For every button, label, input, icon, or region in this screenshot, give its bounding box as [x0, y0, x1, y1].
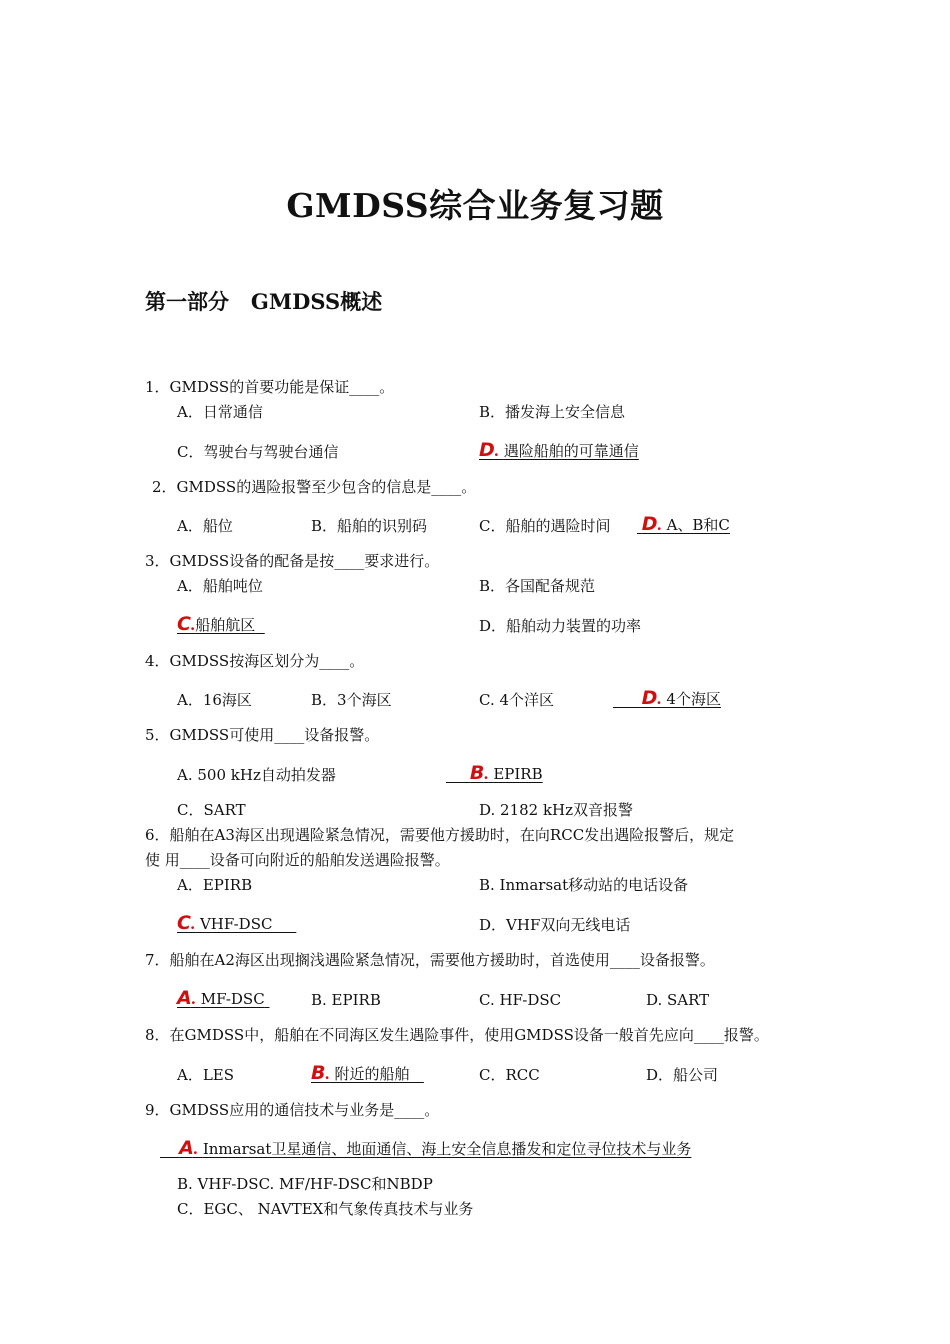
correct-option: A. MF-DSC	[177, 987, 265, 1009]
question-stem: 2．GMDSS的遇险报警至少包含的信息是____。	[152, 478, 477, 496]
option-d: D．船公司	[646, 1066, 719, 1084]
option-c: C. HF-DSC	[479, 991, 562, 1009]
option-c: C．船舶的遇险时间	[479, 517, 611, 535]
option-b: B．3个海区	[311, 691, 392, 709]
option-text: EPIRB	[493, 765, 543, 783]
correct-option: D. 4个海区	[641, 687, 721, 709]
option-d: D. 2182 kHz双音报警	[479, 801, 634, 819]
document-title: GMDSS综合业务复习题	[286, 186, 664, 225]
option-c: C．SART	[177, 801, 246, 819]
question-stem: 6．船舶在A3海区出现遇险紧急情况，需要他方援助时，在向RCC发出遇险报警后，规定	[145, 826, 735, 844]
option-b: B．播发海上安全信息	[479, 403, 626, 421]
section-heading: 第一部分 GMDSS概述	[145, 289, 383, 314]
correct-option: B. EPIRB	[469, 762, 543, 784]
option-text: Inmarsat卫星通信、地面通信、海上安全信息播发和定位寻位技术与业务	[202, 1140, 692, 1158]
option-a: A．16海区	[177, 691, 252, 709]
option-a: A．日常通信	[177, 403, 263, 421]
option-a: A．EPIRB	[177, 876, 253, 894]
correct-option: D. A、B和C	[641, 513, 730, 535]
option-a: A. 500 kHz自动拍发器	[177, 766, 336, 784]
answer-mark: B	[311, 1062, 325, 1084]
answer-mark: C	[177, 613, 190, 635]
option-c: C．驾驶台与驾驶台通信	[177, 443, 339, 461]
correct-option: C. VHF-DSC	[177, 912, 273, 934]
option-text: 附近的船舶	[334, 1065, 410, 1083]
answer-mark: B	[469, 762, 484, 784]
question-stem-continued: 使 用____设备可向附近的船舶发送遇险报警。	[145, 851, 450, 869]
option-a: A．船舶吨位	[177, 577, 263, 595]
question-stem: 7．船舶在A2海区出现搁浅遇险紧急情况，需要他方援助时，首选使用____设备报警。	[145, 951, 715, 969]
option-text: A、B和C	[666, 516, 730, 534]
answer-mark: A	[179, 1137, 193, 1159]
option-c: C．EGC、 NAVTEX和气象传真技术与业务	[177, 1200, 474, 1218]
option-text: VHF-DSC	[199, 915, 273, 933]
option-a: A．LES	[177, 1066, 235, 1084]
question-stem: 4．GMDSS按海区划分为____。	[145, 652, 365, 670]
option-b: B. EPIRB	[311, 991, 381, 1009]
option-a: A．船位	[177, 517, 233, 535]
answer-mark: D	[641, 513, 657, 535]
option-b: B．船舶的识别码	[311, 517, 428, 535]
question-stem: 1．GMDSS的首要功能是保证____。	[145, 378, 395, 396]
correct-option: C.船舶航区	[177, 613, 256, 635]
option-b: B. VHF-DSC. MF/HF-DSC和NBDP	[177, 1175, 433, 1193]
answer-mark: D	[479, 439, 494, 461]
question-stem: 9．GMDSS应用的通信技术与业务是____。	[145, 1101, 440, 1119]
option-text: 4个海区	[666, 690, 721, 708]
option-text: 船舶航区	[195, 616, 256, 634]
correct-option: D. 遇险船舶的可靠通信	[479, 439, 639, 461]
correct-option: A. Inmarsat卫星通信、地面通信、海上安全信息播发和定位寻位技术与业务	[179, 1137, 692, 1159]
question-stem: 5．GMDSS可使用____设备报警。	[145, 726, 380, 744]
option-c: C．RCC	[479, 1066, 540, 1084]
answer-mark: C	[177, 912, 190, 934]
option-b: B．各国配备规范	[479, 577, 596, 595]
answer-mark: A	[177, 987, 191, 1009]
option-b: B. Inmarsat移动站的电话设备	[479, 876, 689, 894]
option-text: 遇险船舶的可靠通信	[503, 442, 639, 460]
question-stem: 3．GMDSS设备的配备是按____要求进行。	[145, 552, 440, 570]
option-d: D．船舶动力装置的功率	[479, 617, 642, 635]
option-d: D. SART	[646, 991, 710, 1009]
option-text: MF-DSC	[200, 990, 265, 1008]
correct-option: B. 附近的船舶	[311, 1062, 410, 1084]
question-stem: 8．在GMDSS中，船舶在不同海区发生遇险事件，使用GMDSS设备一般首先应向____报警。	[145, 1026, 769, 1044]
answer-mark: D	[641, 687, 657, 709]
option-c: C. 4个洋区	[479, 691, 555, 709]
option-d: D．VHF双向无线电话	[479, 916, 631, 934]
